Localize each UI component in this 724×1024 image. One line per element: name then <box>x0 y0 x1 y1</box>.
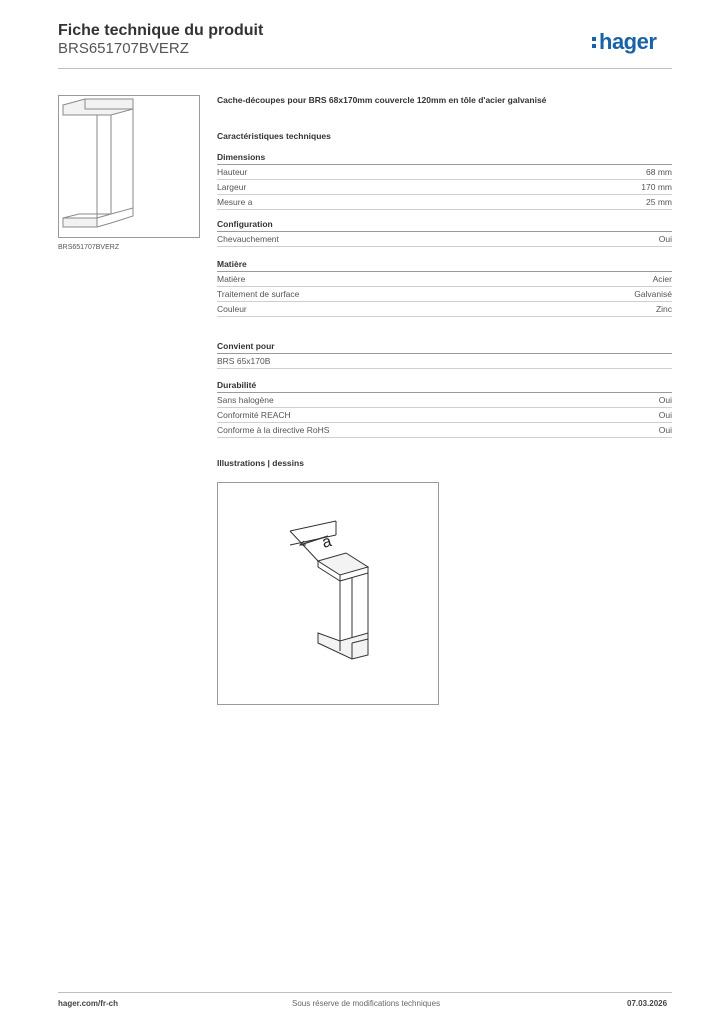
page-title: Fiche technique du produit <box>58 22 264 39</box>
section-durabilite <box>217 380 672 438</box>
table-row <box>217 393 672 408</box>
product-code: BRS651707BVERZ <box>58 40 189 57</box>
table-row <box>217 354 672 369</box>
table-row <box>217 287 672 302</box>
footer-date: 07.03.2026 <box>627 999 668 1008</box>
illustrations-heading: Illustrations | dessins <box>217 458 304 468</box>
row-label: Couleur <box>217 304 247 314</box>
row-value: Oui <box>658 425 672 435</box>
product-image-icon <box>59 96 199 237</box>
row-value: Zinc <box>655 304 672 314</box>
characteristics-heading: Caractéristiques techniques <box>217 131 331 141</box>
dimension-label-a: a <box>320 532 334 552</box>
row-value: Oui <box>658 410 672 420</box>
row-label: BRS 65x170B <box>217 356 271 366</box>
main-content <box>217 95 672 472</box>
row-label: Conforme à la directive RoHS <box>217 425 330 435</box>
dimension-drawing <box>217 482 439 705</box>
hager-logo <box>592 29 656 55</box>
logo-mark-icon <box>592 33 597 49</box>
table-row <box>217 165 672 180</box>
row-value: Galvanisé <box>634 289 672 299</box>
section-dimensions <box>217 152 672 210</box>
section-title: Dimensions <box>217 152 672 165</box>
section-title: Configuration <box>217 219 672 232</box>
section-title: Durabilité <box>217 380 672 393</box>
section-title: Matière <box>217 259 672 272</box>
table-row <box>217 408 672 423</box>
thumbnail-caption: BRS651707BVERZ <box>58 244 120 251</box>
table-row <box>217 272 672 287</box>
row-value: 68 mm <box>646 167 672 177</box>
footer-divider <box>58 992 672 993</box>
row-value: 25 mm <box>646 197 672 207</box>
table-row <box>217 232 672 247</box>
section-configuration <box>217 219 672 247</box>
row-value: Oui <box>658 234 672 244</box>
section-matiere <box>217 259 672 317</box>
row-label: Matière <box>217 274 246 284</box>
row-label: Largeur <box>217 182 247 192</box>
header-divider <box>58 68 672 69</box>
row-value: 170 mm <box>641 182 672 192</box>
table-row <box>217 195 672 210</box>
row-value: Oui <box>658 395 672 405</box>
row-label: Chevauchement <box>217 234 279 244</box>
product-description: Cache-découpes pour BRS 68x170mm couvercle 120mm en tôle d'acier galvanisé <box>217 95 547 105</box>
row-value: Acier <box>652 274 672 284</box>
section-convient <box>217 341 672 369</box>
row-label: Sans halogène <box>217 395 274 405</box>
section-title: Convient pour <box>217 341 672 354</box>
row-label: Hauteur <box>217 167 248 177</box>
technical-drawing-icon <box>218 483 438 704</box>
product-thumbnail <box>58 95 200 238</box>
footer-notice: Sous réserve de modifications techniques <box>292 999 441 1008</box>
table-row <box>217 302 672 317</box>
row-label: Conformité REACH <box>217 410 291 420</box>
row-label: Traitement de surface <box>217 289 300 299</box>
row-label: Mesure a <box>217 197 253 207</box>
table-row <box>217 180 672 195</box>
logo-text: hager <box>599 29 657 54</box>
table-row <box>217 423 672 438</box>
footer-website-link[interactable]: hager.com/fr-ch <box>58 999 119 1008</box>
